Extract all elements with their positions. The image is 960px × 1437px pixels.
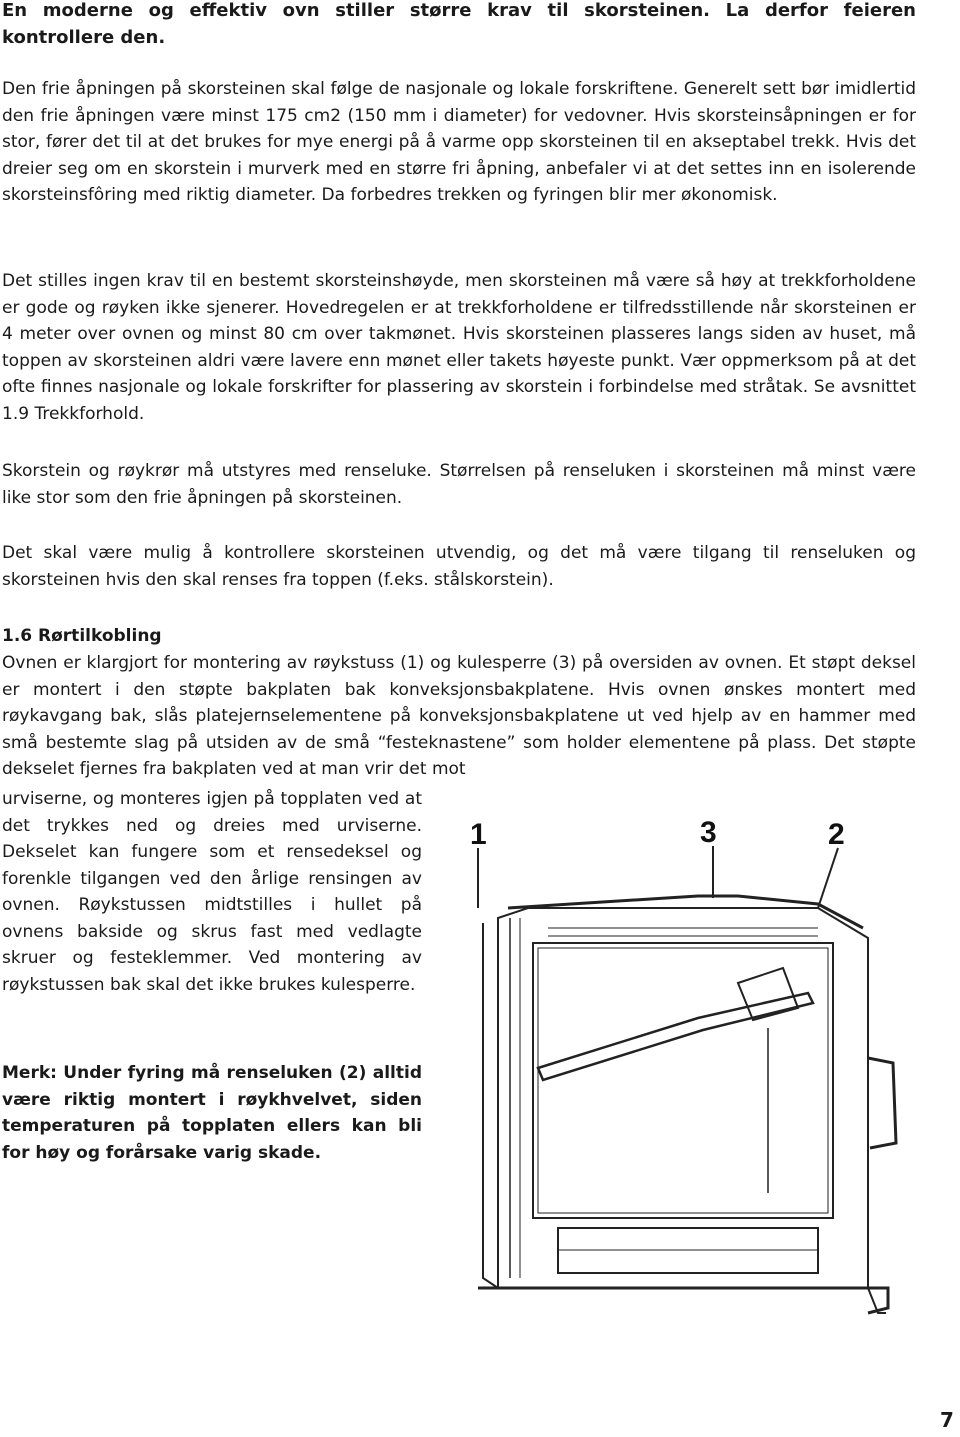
door-handle <box>868 1058 896 1148</box>
page-number: 7 <box>940 1408 954 1432</box>
intro-warning: En moderne og effektiv ovn stiller større krav til skorsteinen. La derfor feieren kontrollere den. <box>2 0 916 48</box>
paragraph-chimney-opening: Den frie åpningen på skorsteinen skal følge de nasjonale og lokale forskriftene. Generelt sett bør imidlertid den frie åpningen være minst 175 cm2 (150 mm i diameter) for vedovner. Hvis skorsteinsåpningen er for stor, fører det til at det brukes for mye energi på å varme opp skorsteinen til en akseptabel trekk. Hvis det dreier seg om en skorstein i murverk med en større fri åpning, anbefaler vi at det settes inn en isolerende skorsteinsfôring med riktig diameter. Da forbedres trekken og fyringen blir mer økonomisk. <box>2 79 916 205</box>
paragraph-inspection: Det skal være mulig å kontrollere skorsteinen utvendig, og det må være tilgang til renseluken og skorsteinen hvis den skal renses fra toppen (f.eks. stålskorstein). <box>2 543 916 590</box>
paragraph-cleaning-hatch: Skorstein og røykrør må utstyres med renseluke. Størrelsen på renseluken i skorsteinen må minst være like stor som den frie åpningen på skorsteinen. <box>2 461 916 508</box>
warning-note: Merk: Under fyring må renseluken (2) alltid være riktig montert i røykhvelvet, siden temperaturen på topplaten ellers kan bli for høy og forårsake varig skade. <box>2 1063 422 1163</box>
diagram-label-1: 1 <box>470 818 487 851</box>
front-door <box>483 923 498 1288</box>
cleaning-hatch <box>738 968 798 1020</box>
combustion-chamber <box>533 943 833 1218</box>
leader-line-2 <box>818 848 838 908</box>
diagram-label-3: 3 <box>700 816 717 849</box>
section-title: 1.6 Rørtilkobling <box>2 626 162 646</box>
paragraph-chimney-height: Det stilles ingen krav til en bestemt skorsteinshøyde, men skorsteinen må være så høy at trekkforholdene er gode og røyken ikke sjenerer. Hovedregelen er at trekkforholdene er tilfredsstillende når skorsteinen er 4 meter over ovnen og minst 80 cm over takmønet. Hvis skorsteinen plasseres langs siden av huset, må toppen av skorsteinen aldri være lavere enn mønet eller takets høyeste punkt. Vær oppmerksom på at det ofte finnes nasjonale og lokale forskrifter for plassering av skorstein i forbindelse med stråtak. Se avsnittet 1.9 Trekkforhold. <box>2 271 916 424</box>
stove-top-plate <box>508 896 863 928</box>
stove-outer-body <box>498 908 868 1288</box>
baffle-plate <box>538 993 813 1080</box>
paragraph-pipe-connection: Ovnen er klargjort for montering av røykstuss (1) og kulesperre (3) på oversiden av ovnen. Et støpt deksel er montert i den støpte bakplaten bak konveksjonsbakplatene. Hvis ovnen ønskes montert med røykavgang bak, slås platejernselementene på konveksjonsbakplatene ut ved hjelp av en hammer med små bestemte slag på utsiden av de små “festeknastene” som holder elementene på plass. Det støpte dekselet fjernes fra bakplaten ved at man vrir det mot <box>2 653 916 779</box>
stove-base <box>478 1288 888 1313</box>
diagram-label-2: 2 <box>828 818 845 851</box>
stove-cross-section-diagram <box>438 808 918 1318</box>
paragraph-pipe-connection-cont: urviserne, og monteres igjen på topplaten ved at det trykkes ned og dreies med urviserne. Dekselet kan fungere som et rensedeksel og forenkle tilgangen ved den årlige rensingen av ovnen. Røykstussen midtstilles i hullet på ovnens bakside og skrus fast med vedlagte skruer og festeklemmer. Ved montering av røykstussen bak skal det ikke brukes kulesperre. <box>2 789 422 995</box>
